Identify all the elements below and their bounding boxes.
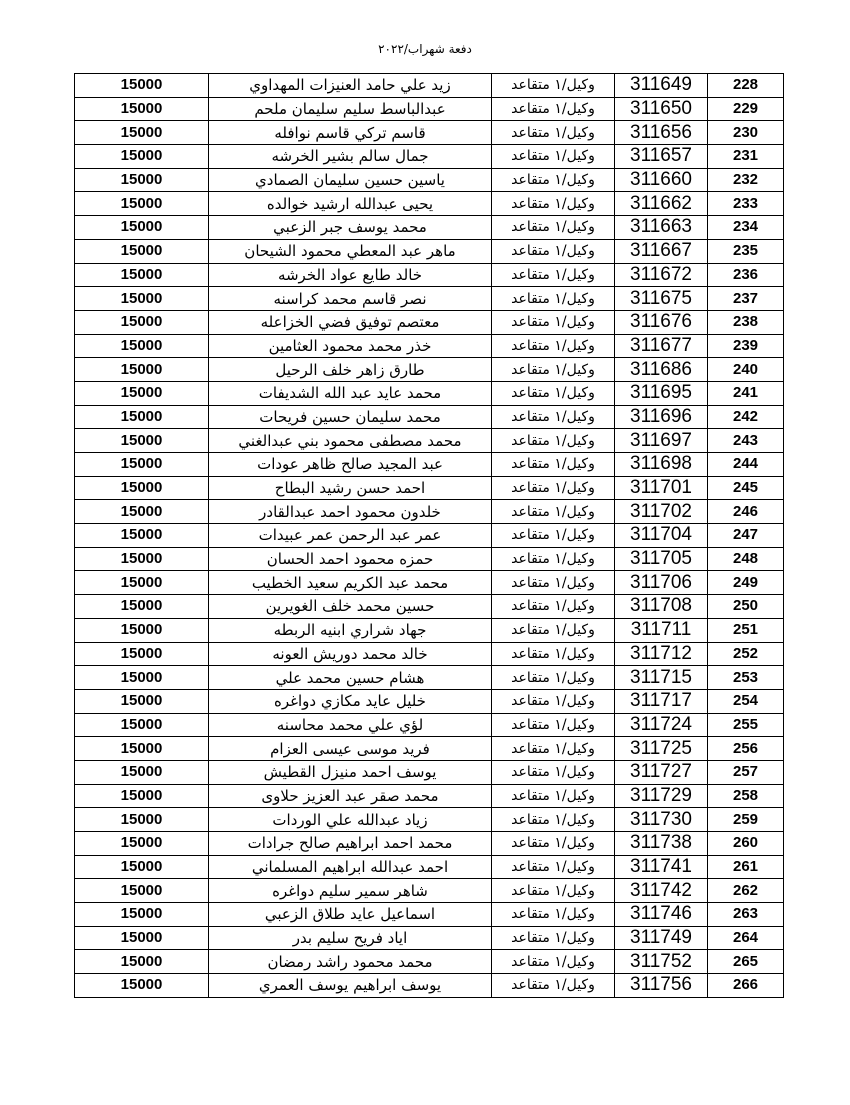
id-cell: 311712 [615,642,708,666]
seq-cell: 253 [708,666,784,690]
amount-cell: 15000 [75,689,209,713]
table-row [75,263,784,287]
seq-cell: 252 [708,642,784,666]
id-cell: 311730 [615,808,708,832]
amount-cell: 15000 [75,571,209,595]
seq-cell: 241 [708,381,784,405]
amount-cell: 15000 [75,310,209,334]
amount-cell: 15000 [75,358,209,382]
rank-cell: وكيل/١ متقاعد [492,453,615,477]
id-cell: 311705 [615,547,708,571]
name-cell: جهاد شراري ابنيه الربطه [209,618,492,642]
id-cell: 311746 [615,903,708,927]
id-cell: 311717 [615,689,708,713]
id-cell: 311706 [615,571,708,595]
name-cell: يوسف ابراهيم يوسف العمري [209,974,492,998]
name-cell: معتصم توفيق فضي الخزاعله [209,310,492,334]
rank-cell: وكيل/١ متقاعد [492,74,615,98]
amount-cell: 15000 [75,666,209,690]
seq-cell: 232 [708,168,784,192]
table-row [75,595,784,619]
table-row [75,666,784,690]
seq-cell: 228 [708,74,784,98]
seq-cell: 244 [708,453,784,477]
seq-cell: 264 [708,926,784,950]
name-cell: خالد محمد دوريش العونه [209,642,492,666]
rank-cell: وكيل/١ متقاعد [492,689,615,713]
name-cell: طارق زاهر خلف الرحيل [209,358,492,382]
id-cell: 311656 [615,121,708,145]
name-cell: شاهر سمير سليم دواغره [209,879,492,903]
name-cell: قاسم تركي قاسم نوافله [209,121,492,145]
amount-cell: 15000 [75,524,209,548]
table-row [75,405,784,429]
seq-cell: 254 [708,689,784,713]
seq-cell: 238 [708,310,784,334]
amount-cell: 15000 [75,760,209,784]
seq-cell: 245 [708,476,784,500]
rank-cell: وكيل/١ متقاعد [492,121,615,145]
rank-cell: وكيل/١ متقاعد [492,974,615,998]
rank-cell: وكيل/١ متقاعد [492,737,615,761]
name-cell: اياد فريح سليم بدر [209,926,492,950]
amount-cell: 15000 [75,121,209,145]
id-cell: 311657 [615,145,708,169]
name-cell: محمد سليمان حسين فريحات [209,405,492,429]
seq-cell: 255 [708,713,784,737]
table-row [75,192,784,216]
name-cell: محمد عبد الكريم سعيد الخطيب [209,571,492,595]
page-header: دفعة شهراب/٢٠٢٢ [378,42,472,56]
id-cell: 311749 [615,926,708,950]
id-cell: 311708 [615,595,708,619]
id-cell: 311686 [615,358,708,382]
seq-cell: 235 [708,239,784,263]
id-cell: 311715 [615,666,708,690]
seq-cell: 266 [708,974,784,998]
table-row [75,287,784,311]
rank-cell: وكيل/١ متقاعد [492,666,615,690]
amount-cell: 15000 [75,216,209,240]
table-row [75,334,784,358]
amount-cell: 15000 [75,334,209,358]
amount-cell: 15000 [75,145,209,169]
name-cell: فريد موسى عيسى العزام [209,737,492,761]
amount-cell: 15000 [75,476,209,500]
amount-cell: 15000 [75,737,209,761]
name-cell: حسين محمد خلف الغويرين [209,595,492,619]
seq-cell: 237 [708,287,784,311]
table-row [75,429,784,453]
seq-cell: 265 [708,950,784,974]
rank-cell: وكيل/١ متقاعد [492,855,615,879]
id-cell: 311696 [615,405,708,429]
seq-cell: 256 [708,737,784,761]
rank-cell: وكيل/١ متقاعد [492,381,615,405]
rank-cell: وكيل/١ متقاعد [492,784,615,808]
table-row [75,808,784,832]
amount-cell: 15000 [75,855,209,879]
seq-cell: 234 [708,216,784,240]
table-row [75,121,784,145]
rank-cell: وكيل/١ متقاعد [492,500,615,524]
rank-cell: وكيل/١ متقاعد [492,950,615,974]
amount-cell: 15000 [75,926,209,950]
amount-cell: 15000 [75,192,209,216]
seq-cell: 260 [708,832,784,856]
id-cell: 311676 [615,310,708,334]
rank-cell: وكيل/١ متقاعد [492,429,615,453]
amount-cell: 15000 [75,287,209,311]
name-cell: خالد طايع عواد الخرشه [209,263,492,287]
table-row [75,310,784,334]
id-cell: 311752 [615,950,708,974]
seq-cell: 231 [708,145,784,169]
rank-cell: وكيل/١ متقاعد [492,405,615,429]
seq-cell: 239 [708,334,784,358]
name-cell: جمال سالم بشير الخرشه [209,145,492,169]
amount-cell: 15000 [75,500,209,524]
name-cell: عمر عبد الرحمن عمر عبيدات [209,524,492,548]
seq-cell: 236 [708,263,784,287]
seq-cell: 247 [708,524,784,548]
rank-cell: وكيل/١ متقاعد [492,145,615,169]
seq-cell: 243 [708,429,784,453]
name-cell: يوسف احمد منيزل القطيش [209,760,492,784]
rank-cell: وكيل/١ متقاعد [492,310,615,334]
seq-cell: 246 [708,500,784,524]
rank-cell: وكيل/١ متقاعد [492,476,615,500]
table-row [75,737,784,761]
table-row [75,74,784,98]
table-row [75,618,784,642]
rank-cell: وكيل/١ متقاعد [492,926,615,950]
rank-cell: وكيل/١ متقاعد [492,547,615,571]
id-cell: 311677 [615,334,708,358]
name-cell: محمد يوسف جبر الزعبي [209,216,492,240]
table-row [75,689,784,713]
rank-cell: وكيل/١ متقاعد [492,524,615,548]
name-cell: خذر محمد محمود العثامين [209,334,492,358]
amount-cell: 15000 [75,97,209,121]
amount-cell: 15000 [75,784,209,808]
table-row [75,903,784,927]
name-cell: محمد صقر عبد العزيز حلاوى [209,784,492,808]
table-row [75,974,784,998]
id-cell: 311667 [615,239,708,263]
table-row [75,145,784,169]
seq-cell: 249 [708,571,784,595]
name-cell: ياسين حسين سليمان الصمادي [209,168,492,192]
id-cell: 311662 [615,192,708,216]
roster-table [74,73,784,998]
seq-cell: 242 [708,405,784,429]
rank-cell: وكيل/١ متقاعد [492,595,615,619]
seq-cell: 262 [708,879,784,903]
seq-cell: 229 [708,97,784,121]
amount-cell: 15000 [75,263,209,287]
name-cell: زيد علي حامد العنيزات المهداوي [209,74,492,98]
table-row [75,832,784,856]
table-row [75,926,784,950]
rank-cell: وكيل/١ متقاعد [492,168,615,192]
table-row [75,784,784,808]
rank-cell: وكيل/١ متقاعد [492,334,615,358]
rank-cell: وكيل/١ متقاعد [492,358,615,382]
id-cell: 311701 [615,476,708,500]
id-cell: 311675 [615,287,708,311]
table-row [75,358,784,382]
amount-cell: 15000 [75,405,209,429]
id-cell: 311649 [615,74,708,98]
table-row [75,476,784,500]
seq-cell: 248 [708,547,784,571]
seq-cell: 258 [708,784,784,808]
name-cell: احمد عبدالله ابراهيم المسلماني [209,855,492,879]
rank-cell: وكيل/١ متقاعد [492,713,615,737]
table-row [75,571,784,595]
name-cell: محمد مصطفى محمود بني عبدالغني [209,429,492,453]
id-cell: 311660 [615,168,708,192]
table-row [75,216,784,240]
seq-cell: 233 [708,192,784,216]
name-cell: خلدون محمود احمد عبدالقادر [209,500,492,524]
table-row [75,950,784,974]
name-cell: خليل عايد مكازي دواغره [209,689,492,713]
seq-cell: 251 [708,618,784,642]
table-row [75,239,784,263]
table-row [75,524,784,548]
amount-cell: 15000 [75,713,209,737]
name-cell: محمد عايد عبد الله الشديفات [209,381,492,405]
amount-cell: 15000 [75,74,209,98]
rank-cell: وكيل/١ متقاعد [492,192,615,216]
rank-cell: وكيل/١ متقاعد [492,216,615,240]
amount-cell: 15000 [75,595,209,619]
seq-cell: 261 [708,855,784,879]
amount-cell: 15000 [75,453,209,477]
seq-cell: 250 [708,595,784,619]
table-row [75,879,784,903]
seq-cell: 263 [708,903,784,927]
id-cell: 311663 [615,216,708,240]
table-row [75,855,784,879]
amount-cell: 15000 [75,547,209,571]
rank-cell: وكيل/١ متقاعد [492,808,615,832]
name-cell: محمد احمد ابراهيم صالح جرادات [209,832,492,856]
rank-cell: وكيل/١ متقاعد [492,571,615,595]
id-cell: 311727 [615,760,708,784]
amount-cell: 15000 [75,239,209,263]
amount-cell: 15000 [75,879,209,903]
amount-cell: 15000 [75,974,209,998]
table-row [75,760,784,784]
rank-cell: وكيل/١ متقاعد [492,97,615,121]
amount-cell: 15000 [75,642,209,666]
seq-cell: 259 [708,808,784,832]
rank-cell: وكيل/١ متقاعد [492,642,615,666]
amount-cell: 15000 [75,832,209,856]
id-cell: 311698 [615,453,708,477]
amount-cell: 15000 [75,381,209,405]
rank-cell: وكيل/١ متقاعد [492,287,615,311]
table-row [75,500,784,524]
amount-cell: 15000 [75,429,209,453]
table-row [75,642,784,666]
rank-cell: وكيل/١ متقاعد [492,760,615,784]
rank-cell: وكيل/١ متقاعد [492,618,615,642]
table-row [75,97,784,121]
rank-cell: وكيل/١ متقاعد [492,239,615,263]
id-cell: 311672 [615,263,708,287]
rank-cell: وكيل/١ متقاعد [492,903,615,927]
amount-cell: 15000 [75,808,209,832]
table-row [75,713,784,737]
id-cell: 311724 [615,713,708,737]
seq-cell: 230 [708,121,784,145]
table-row [75,168,784,192]
name-cell: هشام حسين محمد علي [209,666,492,690]
name-cell: عبدالباسط سليم سليمان ملحم [209,97,492,121]
id-cell: 311725 [615,737,708,761]
id-cell: 311741 [615,855,708,879]
name-cell: ماهر عبد المعطي محمود الشيحان [209,239,492,263]
amount-cell: 15000 [75,618,209,642]
amount-cell: 15000 [75,950,209,974]
table-row [75,547,784,571]
id-cell: 311702 [615,500,708,524]
seq-cell: 257 [708,760,784,784]
id-cell: 311711 [615,618,708,642]
name-cell: احمد حسن رشيد البطاح [209,476,492,500]
name-cell: محمد محمود راشد رمضان [209,950,492,974]
id-cell: 311742 [615,879,708,903]
name-cell: زياد عبدالله علي الوردات [209,808,492,832]
name-cell: نصر قاسم محمد كراسنه [209,287,492,311]
rank-cell: وكيل/١ متقاعد [492,263,615,287]
name-cell: لؤي علي محمد محاسنه [209,713,492,737]
name-cell: حمزه محمود احمد الحسان [209,547,492,571]
amount-cell: 15000 [75,168,209,192]
id-cell: 311650 [615,97,708,121]
roster-body [75,74,784,998]
rank-cell: وكيل/١ متقاعد [492,879,615,903]
id-cell: 311756 [615,974,708,998]
id-cell: 311704 [615,524,708,548]
amount-cell: 15000 [75,903,209,927]
name-cell: عبد المجيد صالح ظاهر عودات [209,453,492,477]
name-cell: اسماعيل عايد طلاق الزعبي [209,903,492,927]
table-row [75,381,784,405]
rank-cell: وكيل/١ متقاعد [492,832,615,856]
id-cell: 311738 [615,832,708,856]
id-cell: 311697 [615,429,708,453]
id-cell: 311695 [615,381,708,405]
table-row [75,453,784,477]
id-cell: 311729 [615,784,708,808]
name-cell: يحيى عبدالله ارشيد خوالده [209,192,492,216]
seq-cell: 240 [708,358,784,382]
